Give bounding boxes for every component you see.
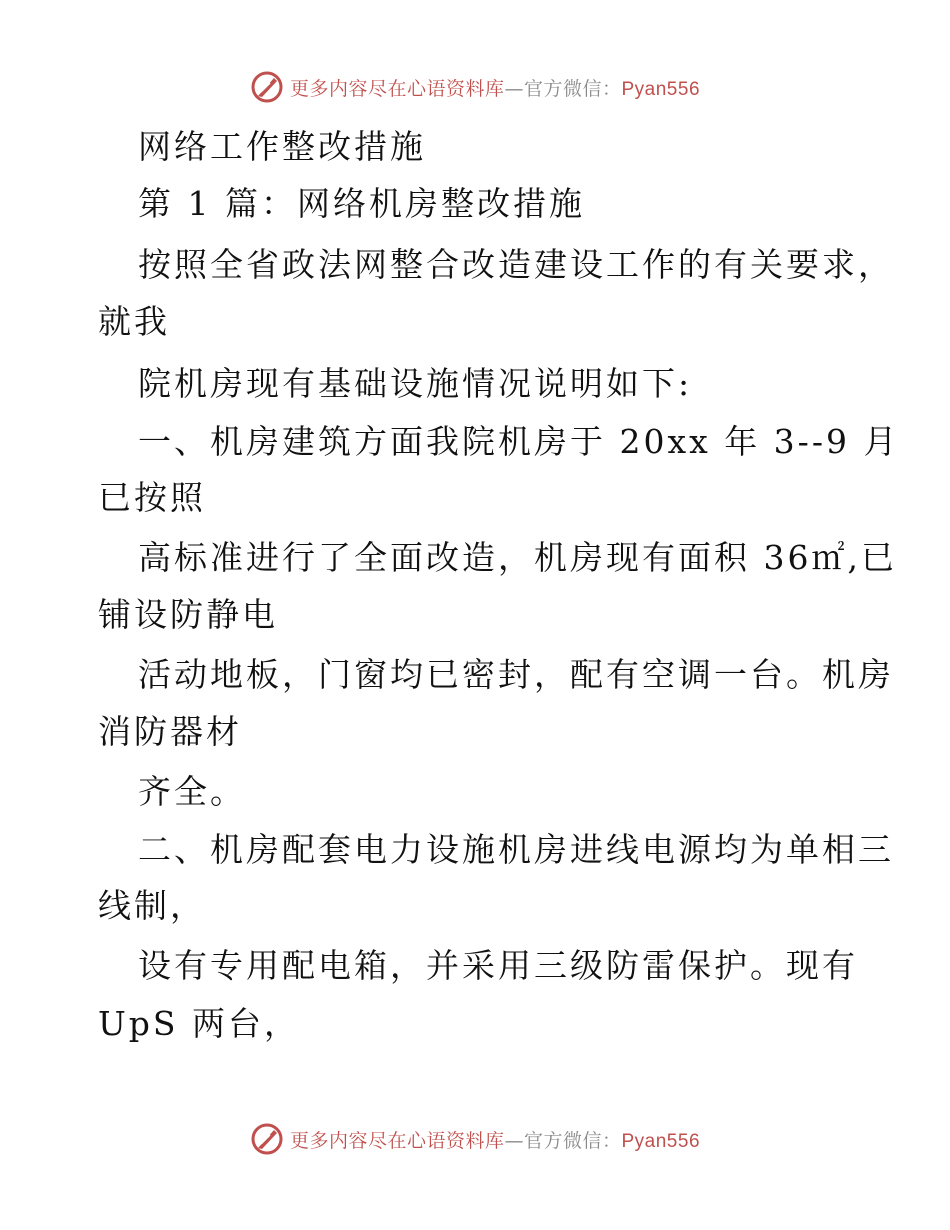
paragraph-line: 铺设防静电 (98, 595, 278, 634)
section-heading: 第 1 篇：网络机房整改措施 (138, 184, 585, 223)
banner-grey-text: 官方微信： (523, 1129, 622, 1152)
banner-red-text: 更多内容尽在心语资料库 (289, 1129, 505, 1152)
banner-red-text: 更多内容尽在心语资料库 (289, 77, 505, 100)
paragraph-line: 一、机房建筑方面我院机房于 20xx 年 3--9 月 (138, 422, 900, 461)
paragraph-line: UpS 两台， (98, 1004, 301, 1043)
paragraph-line: 按照全省政法网整合改造建设工作的有关要求， (138, 245, 894, 284)
paragraph-line: 二、机房配套电力设施机房进线电源均为单相三 (138, 830, 894, 869)
banner-text (290, 1126, 700, 1153)
banner-dash: — (504, 77, 524, 100)
paragraph-line: 线制， (98, 886, 206, 925)
banner-text (290, 74, 700, 101)
banner-grey-text: 官方微信： (523, 77, 622, 100)
header-banner (0, 70, 950, 104)
banner-wechat-id: Pyan556 (621, 1130, 701, 1152)
paragraph-line: 消防器材 (98, 712, 242, 751)
document-title: 网络工作整改措施 (138, 127, 426, 166)
paragraph-line: 设有专用配电箱，并采用三级防雷保护。现有 (138, 946, 858, 985)
paragraph-line: 高标准进行了全面改造，机房现有面积 36㎡,已 (138, 538, 897, 577)
paragraph-line: 齐全。 (138, 772, 246, 811)
feather-logo-icon (250, 1122, 284, 1156)
banner-wechat-id: Pyan556 (621, 78, 701, 100)
feather-logo-icon (250, 70, 284, 104)
paragraph-line: 已按照 (98, 478, 206, 517)
paragraph-line: 院机房现有基础设施情况说明如下: (138, 364, 693, 403)
banner-dash: — (504, 1129, 524, 1152)
paragraph-line: 活动地板，门窗均已密封，配有空调一台。机房 (138, 655, 894, 694)
footer-banner (0, 1122, 950, 1156)
paragraph-line: 就我 (98, 302, 170, 341)
